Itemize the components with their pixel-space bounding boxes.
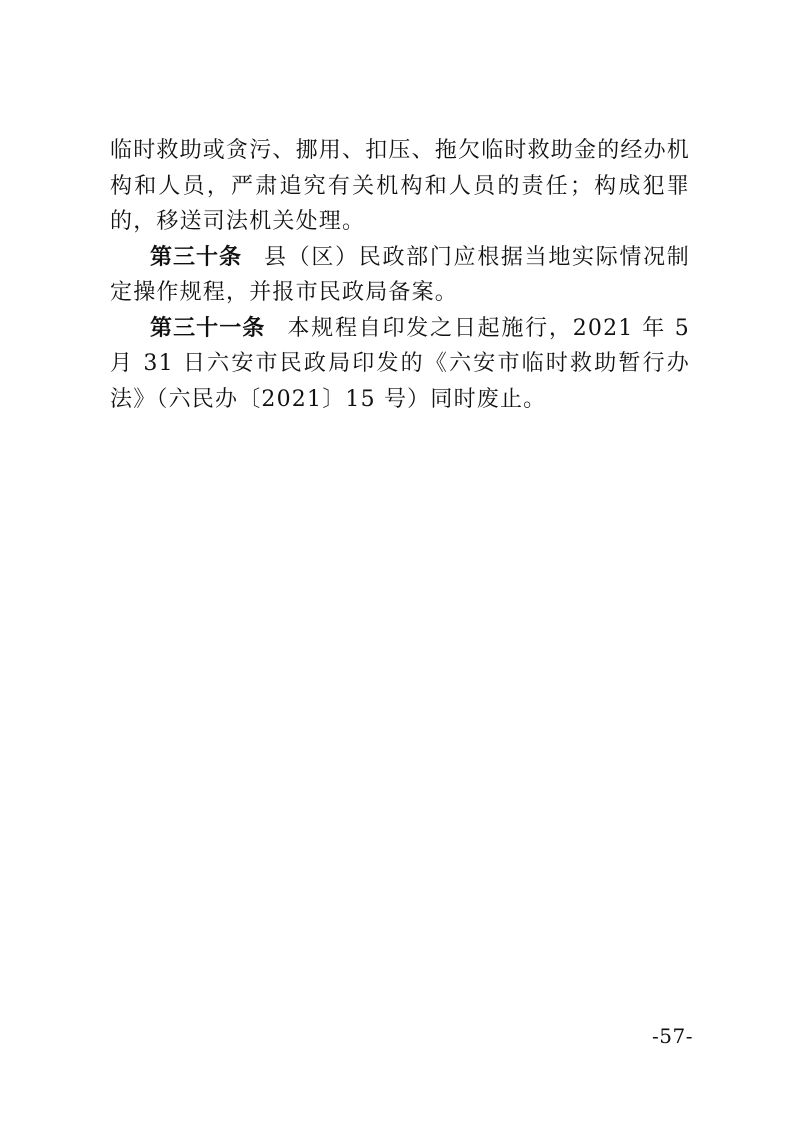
paragraph-text: 临时救助或贪污、挪用、扣压、拖欠临时救助金的经办机构和人员，严肃追究有关机构和人员的责任；构成犯罪的，移送司法机关处理。 — [110, 138, 691, 234]
paragraph-continuation — [110, 133, 690, 240]
paragraph-text: 本规程自印发之日起施行，2021 年 5 月 31 日六安市民政局印发的《六安市临时救助暂行办法》（六民办〔2021〕15 号）同时废止。 — [110, 315, 690, 412]
paragraph-text: 县（区）民政部门应根据当地实际情况制定操作规程，并报市民政局备案。 — [110, 244, 690, 305]
paragraph-article-30 — [110, 240, 690, 311]
article-number: 第三十一条 — [150, 314, 266, 341]
paragraph-article-31 — [110, 311, 690, 418]
document-body — [110, 133, 690, 417]
page-number: -57- — [652, 1024, 693, 1048]
article-number: 第三十条 — [150, 243, 242, 270]
